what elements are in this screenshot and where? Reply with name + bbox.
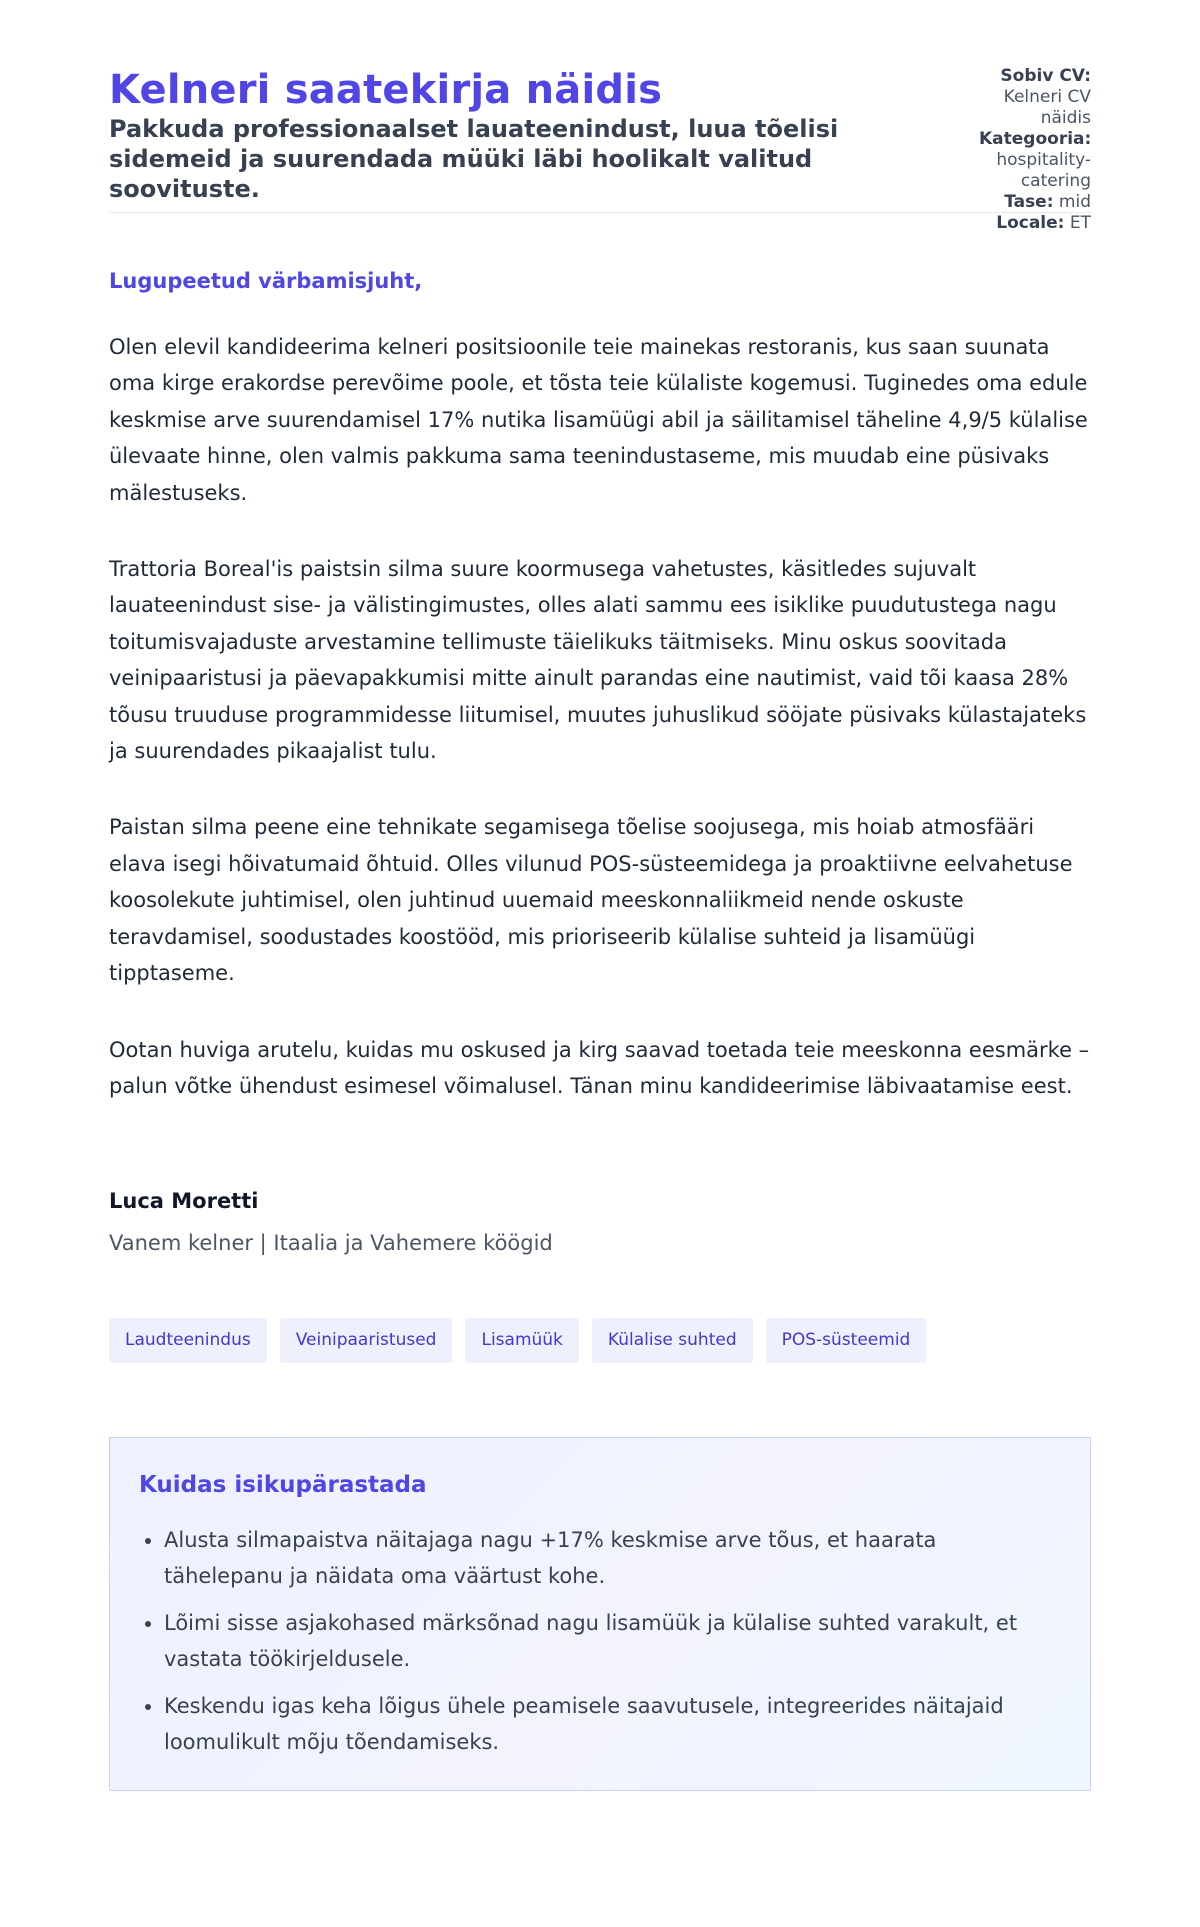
letter-body [109,329,1091,1104]
skill-tag: Külalise suhted [592,1318,753,1363]
letter-greeting: Lugupeetud värbamisjuht, [109,269,423,293]
document-header [109,0,1092,233]
personalization-tips-box [109,1437,1091,1791]
meta-value[interactable]: Kelneri CV näidis [1003,87,1091,128]
tip-item: • Lõimi sisse asjakohased märksõnad nagu lisamüük ja külalise suhted varakult, et vastata töökirjeldusele. [164,1605,1061,1677]
meta-info [979,66,1091,234]
letter-paragraph: Trattoria Boreal'is paistsin silma suure koormusega vahetustes, käsitledes sujuvalt lauateenindust sise- ja välistingimustes, olles alati sammu ees isiklike puudutustega nagu toitumisvajaduste arvestamine tellimuste täielikuks täitmiseks. Minu oskus soovitada veinipaaristusi ja päevapakkumisi mitte ainult parandas eine nautimist, vaid tõi kaasa 28% tõusu truuduse programmidesse liitumisel, muutes juhuslikud sööjate püsivaks külastajateks ja suurendades pikaajalist tulu. [109,557,1087,764]
meta-value: ET [1069,213,1091,233]
meta-locale [979,213,1091,234]
meta-category [979,129,1091,192]
signature-role: Vanem kelner | Itaalia ja Vahemere köögid [109,1231,553,1256]
meta-key: Locale: [996,213,1065,233]
page-subtitle: Pakkuda professionaalset lauateenindust, luua tõelisi sidemeid ja suurendada müüki läbi hoolikalt valitud soovituste. [109,115,839,203]
tips-title: Kuidas isikupärastada [139,1472,427,1499]
meta-key: Sobiv CV: [1000,66,1091,86]
meta-value: hospitality-catering [996,150,1091,191]
header-title-block [109,66,909,204]
meta-resume [979,66,1091,129]
skill-tag: Veinipaaristused [280,1318,453,1363]
letter-paragraph: Olen elevil kandideerima kelneri positsioonile teie mainekas restoranis, kus saan suunata oma kirge erakordse perevõime poole, et tõsta teie külaliste kogemusi. Tuginedes oma edule keskmise arve suurendamisel 17% nutika lisamüügi abil ja säilitamisel täheline 4,9/5 külalise ülevaate hinne, olen valmis pakkuma sama teenindustaseme, mis muudab eine püsivaks mälestuseks. [109,335,1088,505]
letter-paragraph: Paistan silma peene eine tehnikate segamisega tõelise soojusega, mis hoiab atmosfääri elava isegi hõivatumaid õhtuid. Olles vilunud POS-süsteemidega ja proaktiivne eelvahetuse koosolekute juhtimisel, olen juhtinud uuemaid meeskonnaliikmeid nende oskuste teravdamisel, soodustades koostööd, mis prioriseerib külalise suhteid ja lisamüügi tipptaseme. [109,815,1073,986]
skill-tag: POS-süsteemid [766,1318,927,1363]
skill-tags [109,1318,1091,1363]
meta-level [979,192,1091,213]
tip-item: • Alusta silmapaistva näitajaga nagu +17% keskmise arve tõus, et haarata tähelepanu ja näidata oma väärtust kohe. [164,1522,1061,1594]
meta-key: Tase: [1004,192,1054,212]
page-title: Kelneri saatekirja näidis [109,67,663,113]
signature-block [109,1186,1091,1258]
tips-list [139,1522,1061,1760]
meta-value: mid [1058,192,1091,212]
meta-key: Kategooria: [979,129,1092,149]
letter-paragraph: Ootan huviga arutelu, kuidas mu oskused ja kirg saavad toetada teie meeskonna eesmärke – palun võtke ühendust esimesel võimalusel. Tänan minu kandideerimise läbivaatamise eest. [109,1037,1090,1098]
skill-tag: Laudteenindus [109,1318,267,1363]
signature-name: Luca Moretti [109,1189,259,1214]
tip-item: • Keskendu igas keha lõigus ühele peamisele saavutusele, integreerides näitajaid loomulikult mõju tõendamiseks. [164,1688,1061,1760]
skill-tag: Lisamüük [465,1318,578,1363]
